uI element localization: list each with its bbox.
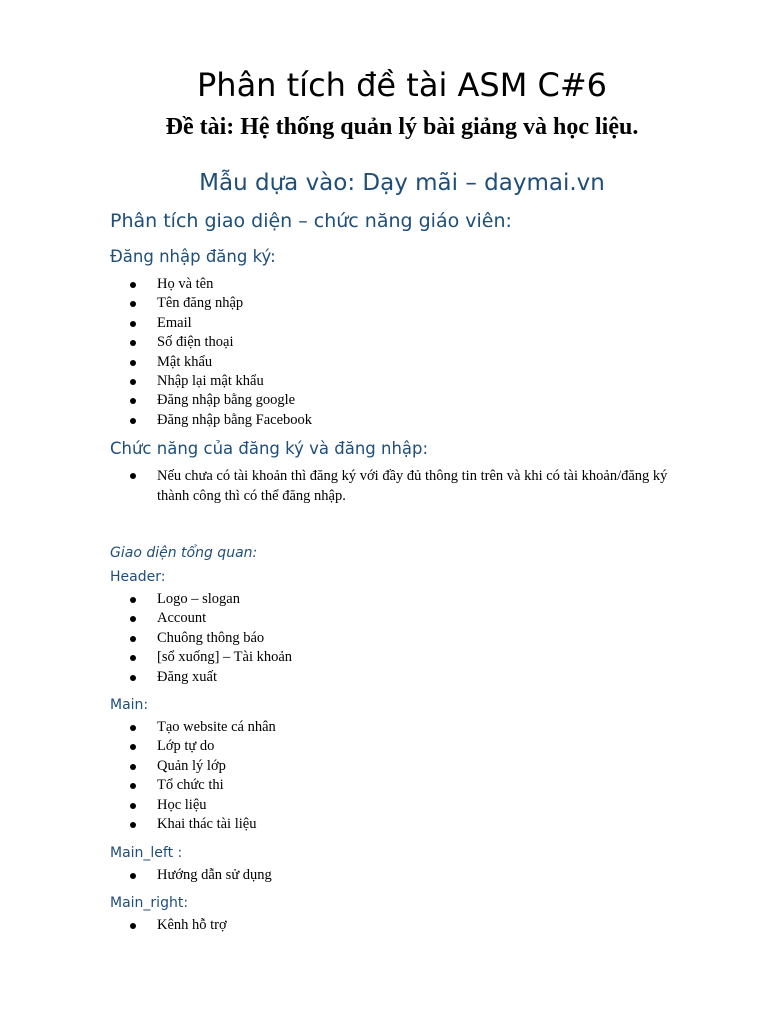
bullet-icon [130,282,136,288]
list-item: Chuông thông báo [0,629,292,648]
register-function-list [0,466,697,506]
main-heading: Main: [110,697,149,713]
main-left-heading: Main_left : [110,845,183,861]
list-item: Tạo website cá nhân [0,718,276,737]
bullet-icon [130,636,136,642]
bullet-icon [130,597,136,603]
list-item: Đăng nhập bằng google [0,391,312,410]
bullet-icon [130,398,136,404]
register-heading: Đăng nhập đăng ký: [110,247,276,266]
bullet-icon [130,783,136,789]
bullet-icon [130,340,136,346]
bullet-icon [130,675,136,681]
register-function-heading: Chức năng của đăng ký và đăng nhập: [110,439,429,458]
bullet-icon [130,744,136,750]
list-item: Mật khẩu [0,353,312,372]
list-item: Khai thác tài liệu [0,815,276,834]
bullet-icon [130,923,136,929]
list-item: Học liệu [0,796,276,815]
bullet-icon [130,873,136,879]
list-item: Nếu chưa có tài khoản thì đăng ký với đầy đủ thông tin trên và khi có tài khoản/đăng ký thành công thì có thể đăng nhập. [0,466,697,506]
bullet-icon [130,764,136,770]
bullet-icon [130,321,136,327]
list-item: Hướng dẫn sử dụng [0,866,272,885]
bullet-icon [130,301,136,307]
bullet-icon [130,803,136,809]
main-list [0,718,276,834]
list-item: Nhập lại mật khẩu [0,372,312,391]
bullet-icon [130,418,136,424]
bullet-icon [130,822,136,828]
header-list [0,590,292,687]
bullet-icon [130,473,136,479]
main-right-heading: Main_right: [110,895,189,911]
bullet-icon [130,360,136,366]
list-item: Logo – slogan [0,590,292,609]
document-subtitle: Đề tài: Hệ thống quản lý bài giảng và học liệu. [165,114,639,140]
register-list [0,275,312,430]
bullet-icon [130,655,136,661]
document-title: Phân tích đề tài ASM C#6 [196,66,607,104]
list-item: Account [0,609,292,628]
list-item: Kênh hỗ trợ [0,916,227,935]
header-heading: Header: [110,569,166,585]
source-reference: Mẫu dựa vào: Dạy mãi – daymai.vn [199,170,605,196]
bullet-icon [130,725,136,731]
list-item: Số điện thoại [0,333,312,352]
main-left-list [0,866,272,885]
list-item: Họ và tên [0,275,312,294]
list-item: Tổ chức thi [0,776,276,795]
main-right-list [0,916,227,935]
list-item: Lớp tự do [0,737,276,756]
bullet-icon [130,616,136,622]
list-item: Tên đăng nhập [0,294,312,313]
list-item: Đăng nhập bằng Facebook [0,411,312,430]
list-item: [sổ xuống] – Tài khoản [0,648,292,667]
bullet-icon [130,379,136,385]
list-item: Quản lý lớp [0,757,276,776]
overview-heading: Giao diện tổng quan: [110,545,258,561]
list-item: Email [0,314,312,333]
teacher-section-heading: Phân tích giao diện – chức năng giáo viên: [110,210,512,232]
list-item: Đăng xuất [0,668,292,687]
